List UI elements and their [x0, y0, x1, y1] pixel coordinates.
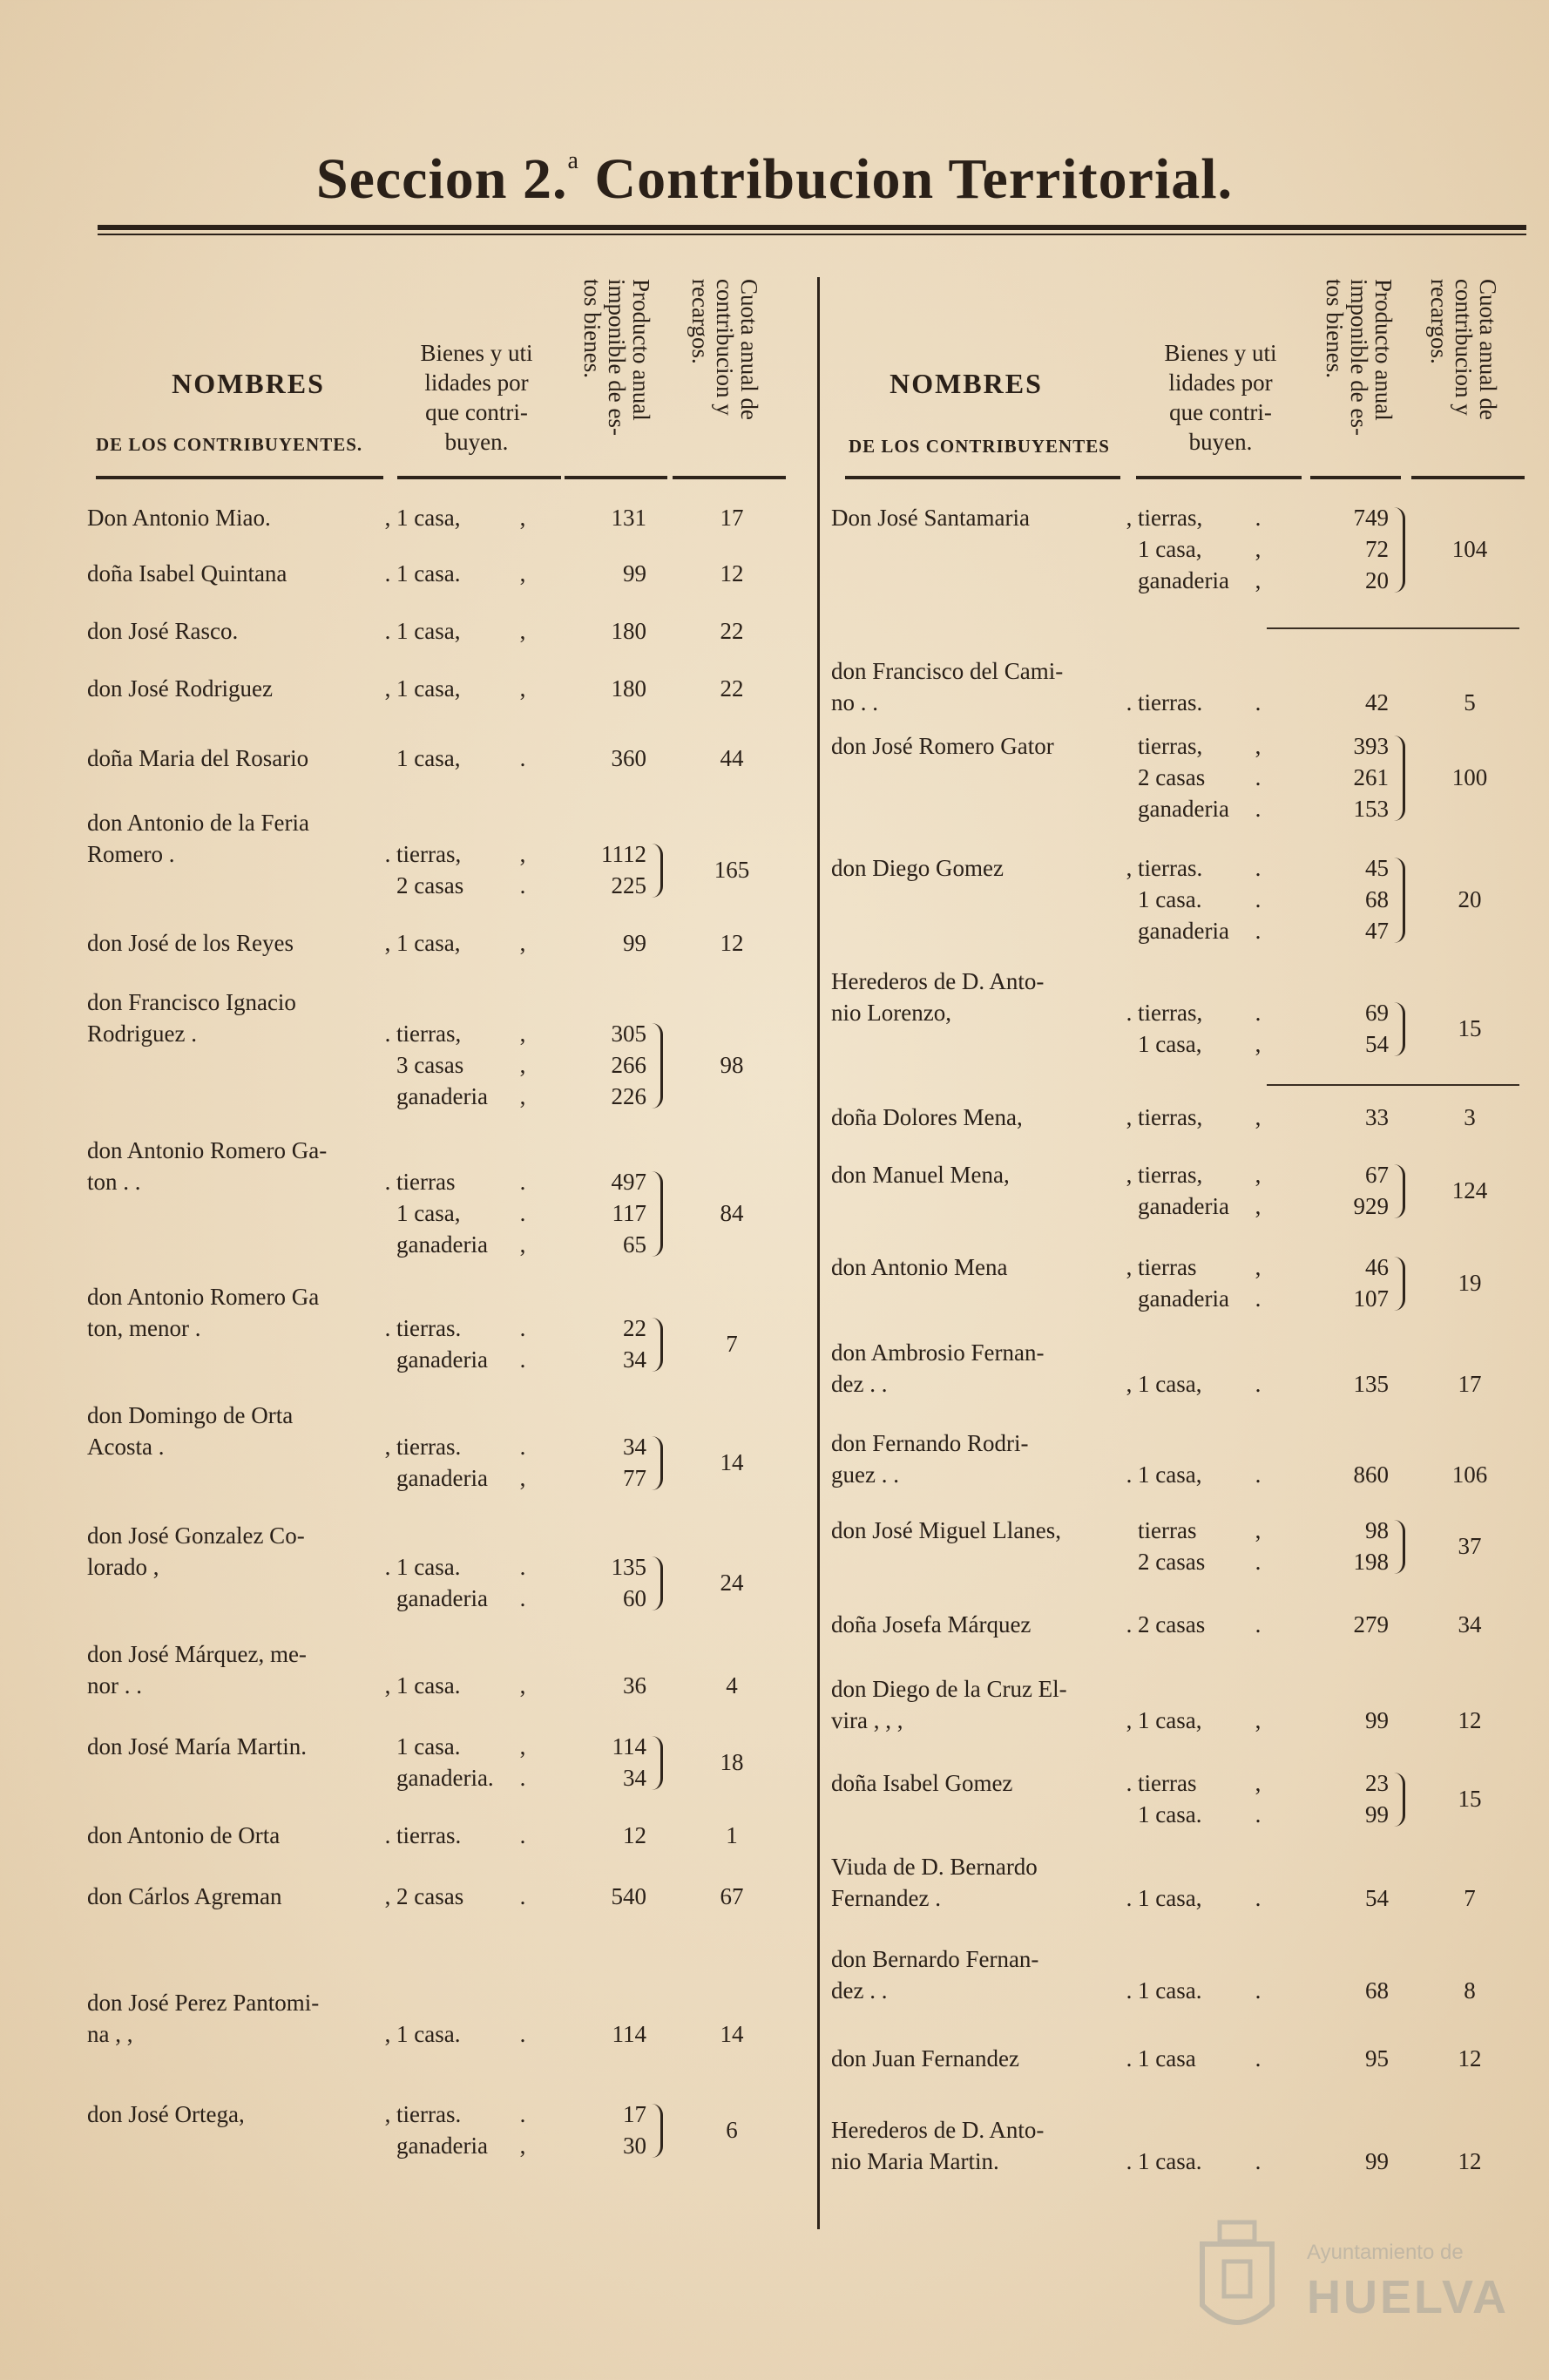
item-marks: . — [519, 745, 526, 771]
name-separator: . — [384, 1822, 391, 1848]
property-items: 1 casa, — [396, 745, 461, 771]
product-values: 114 — [612, 2021, 646, 2047]
property-items: tierras 1 casa, ganaderia — [396, 1169, 488, 1258]
header-rule — [565, 476, 667, 479]
quota-total: 15 — [1458, 1786, 1482, 1812]
quota-total: 3 — [1464, 1104, 1476, 1130]
product-values: 114 34 — [612, 1733, 646, 1791]
item-marks: , — [519, 1672, 526, 1699]
product-values: 540 — [611, 1883, 646, 1909]
property-items: 1 casa. — [396, 2021, 461, 2047]
quota-total: 124 — [1451, 1177, 1488, 1204]
product-values: 860 — [1353, 1461, 1389, 1488]
item-marks: , , , — [519, 1020, 526, 1109]
quota-total: 20 — [1458, 886, 1482, 912]
page-title — [0, 146, 1549, 213]
property-items: 1 casa, — [396, 618, 461, 644]
name-separator: , — [1126, 1254, 1133, 1280]
value-brace — [1394, 1257, 1405, 1311]
item-marks: . , — [519, 2101, 526, 2159]
item-marks: . . — [519, 1554, 526, 1611]
name-separator: . — [1126, 2148, 1133, 2174]
product-values: 54 — [1365, 1885, 1389, 1911]
quota-total: 12 — [720, 560, 744, 587]
property-items: tierras. 1 casa. ganaderia — [1138, 855, 1229, 944]
name-separator: . — [1126, 1885, 1133, 1911]
names-subheader: DE LOS CONTRIBUYENTES. — [96, 434, 363, 455]
value-brace — [1394, 1002, 1405, 1056]
name-separator: , — [384, 505, 391, 531]
product-values: 1112 225 — [601, 841, 646, 898]
contributor-name: don Diego Gomez — [831, 855, 1004, 881]
name-separator: , — [384, 1434, 391, 1460]
item-marks: , . . — [1255, 733, 1262, 822]
contributor-name: don Ambrosio Fernan- dez . . — [831, 1339, 1045, 1397]
property-items: 2 casas — [396, 1883, 464, 1909]
header-rule — [1411, 476, 1525, 479]
quota-total: 44 — [720, 745, 744, 771]
row-divider — [1267, 627, 1519, 629]
property-items: tierras. — [1138, 689, 1203, 715]
row-divider — [1267, 1084, 1519, 1086]
names-header: NOMBRES — [172, 368, 325, 399]
value-brace — [1394, 1773, 1405, 1827]
product-values: 69 54 — [1365, 1000, 1389, 1057]
item-marks: . — [519, 2021, 526, 2047]
item-marks: . — [1255, 1885, 1262, 1911]
item-marks: , — [1255, 1104, 1262, 1130]
quota-total: 19 — [1458, 1270, 1482, 1296]
product-values: 279 — [1353, 1611, 1389, 1638]
huelva-watermark — [1185, 2209, 1533, 2357]
right-table — [831, 277, 1549, 2229]
property-items: 1 casa. — [396, 560, 461, 587]
property-items: 1 casa — [1138, 2045, 1196, 2071]
property-items: tierras. ganaderia — [396, 1315, 488, 1373]
property-items: tierras 2 casas — [1138, 1517, 1206, 1575]
quota-total: 18 — [720, 1749, 744, 1775]
contributor-name: don José de los Reyes — [87, 930, 294, 956]
column-divider — [817, 277, 820, 2229]
product-values: 131 — [611, 505, 646, 531]
contributor-name: don Antonio Romero Ga- ton . . — [87, 1137, 328, 1195]
contributor-name: don Cárlos Agreman — [87, 1883, 282, 1909]
product-values: 749 72 20 — [1353, 505, 1389, 593]
item-marks: . . . — [1255, 855, 1262, 944]
item-marks: . , , — [1255, 505, 1262, 593]
name-separator: , — [384, 1672, 391, 1699]
property-items: 2 casas — [1138, 1611, 1206, 1638]
quota-total: 14 — [720, 2021, 744, 2047]
contributor-name: don José Rodriguez — [87, 675, 273, 702]
item-marks: . — [1255, 2148, 1262, 2174]
title-rest: Contribucion Territorial. — [594, 147, 1234, 211]
product-values: 305 266 226 — [611, 1020, 646, 1109]
product-values: 67 929 — [1353, 1162, 1389, 1219]
cuota-header: Cuota anual de contribucion y recargos. — [687, 279, 762, 420]
item-marks: , , — [1255, 1162, 1262, 1219]
item-marks: , — [519, 505, 526, 531]
property-items: 1 casa, — [1138, 1371, 1202, 1397]
contributor-name: don Domingo de Orta Acosta . — [87, 1402, 294, 1460]
item-marks: . . — [519, 1315, 526, 1373]
item-marks: , . — [1255, 1254, 1262, 1312]
item-marks: , — [519, 560, 526, 587]
contributor-name: doña Isabel Quintana — [87, 560, 287, 587]
property-items: 1 casa. — [1138, 1977, 1202, 2004]
value-brace — [652, 1556, 663, 1610]
property-items: 1 casa, — [396, 675, 461, 702]
contributor-name: don Manuel Mena, — [831, 1162, 1010, 1188]
quota-total: 12 — [1458, 1707, 1482, 1733]
watermark-brand: HUELVA — [1307, 2271, 1509, 2323]
property-items: tierras. — [396, 1822, 462, 1848]
product-values: 68 — [1365, 1977, 1389, 2004]
value-brace — [652, 2104, 663, 2158]
quota-total: 14 — [720, 1449, 744, 1475]
property-items: tierras, ganaderia — [1138, 1162, 1229, 1219]
name-separator: . — [1126, 1611, 1133, 1638]
value-brace — [652, 1436, 663, 1490]
value-brace — [1394, 1520, 1405, 1574]
name-separator: , — [1126, 855, 1133, 881]
coat-of-arms-icon — [1185, 2209, 1289, 2349]
property-items: tierras, 1 casa, ganaderia — [1138, 505, 1229, 593]
contributor-name: don José Márquez, me- nor . . — [87, 1641, 307, 1699]
contributor-name: don José Miguel Llanes, — [831, 1517, 1061, 1543]
contributor-name: don José María Martin. — [87, 1733, 307, 1760]
contributor-name: doña Dolores Mena, — [831, 1104, 1023, 1130]
item-marks: . — [1255, 1461, 1262, 1488]
header-rule — [1310, 476, 1401, 479]
property-items: tierras, 1 casa, — [1138, 1000, 1203, 1057]
product-values: 45 68 47 — [1365, 855, 1389, 944]
name-separator: . — [384, 560, 391, 587]
value-brace — [652, 1318, 663, 1372]
name-separator: . — [1126, 2045, 1133, 2071]
quota-total: 7 — [1464, 1885, 1476, 1911]
value-brace — [652, 1736, 663, 1790]
product-values: 34 77 — [623, 1434, 646, 1491]
item-marks: . — [519, 1883, 526, 1909]
contributor-name: don Francisco del Cami- no . . — [831, 658, 1064, 715]
quota-total: 67 — [720, 1883, 744, 1909]
product-values: 180 — [611, 675, 646, 702]
item-marks: , — [519, 930, 526, 956]
contributor-name: don José Romero Gator — [831, 733, 1054, 759]
quota-total: 12 — [1458, 2148, 1482, 2174]
quota-total: 12 — [720, 930, 744, 956]
product-values: 99 — [623, 930, 646, 956]
item-marks: , . — [519, 841, 526, 898]
property-items: tierras 1 casa. — [1138, 1770, 1202, 1827]
name-separator: . — [1126, 1977, 1133, 2004]
contributor-name: don José Ortega, — [87, 2101, 245, 2127]
product-values: 46 107 — [1353, 1254, 1389, 1312]
value-brace — [652, 1023, 663, 1109]
product-values: 12 — [623, 1822, 646, 1848]
quota-total: 22 — [720, 675, 744, 702]
quota-total: 165 — [714, 857, 750, 883]
contributor-name: don Bernardo Fernan- dez . . — [831, 1946, 1039, 2004]
item-marks: . — [1255, 1371, 1262, 1397]
quota-total: 17 — [720, 505, 744, 531]
bienes-header: Bienes y uti lidades por que contri- buyen. — [420, 340, 533, 455]
producto-header: Producto anual imponible de es- tos bienes. — [1322, 279, 1397, 436]
product-values: 33 — [1365, 1104, 1389, 1130]
property-items: 1 casa. ganaderia — [396, 1554, 488, 1611]
bienes-header: Bienes y uti lidades por que contri- buyen. — [1164, 340, 1277, 455]
product-values: 95 — [1365, 2045, 1389, 2071]
contributor-name: don Antonio Mena — [831, 1254, 1008, 1280]
item-marks: . — [519, 1822, 526, 1848]
quota-total: 34 — [1458, 1611, 1482, 1638]
title-superscript: a — [567, 147, 579, 174]
item-marks: . — [1255, 1611, 1262, 1638]
title-main: Seccion 2. — [315, 147, 568, 211]
name-separator: , — [384, 675, 391, 702]
property-items: tierras. ganaderia — [396, 1434, 488, 1491]
contributor-name: don Juan Fernandez — [831, 2045, 1019, 2071]
product-values: 42 — [1365, 689, 1389, 715]
quota-total: 37 — [1458, 1533, 1482, 1559]
contributor-name: doña Maria del Rosario — [87, 745, 309, 771]
item-marks: , — [1255, 1707, 1262, 1733]
quota-total: 1 — [726, 1822, 738, 1848]
title-rule-thin — [98, 234, 1526, 235]
contributor-name: don José Gonzalez Co- lorado , — [87, 1522, 305, 1580]
name-separator: . — [384, 1554, 391, 1580]
value-brace — [652, 1171, 663, 1257]
quota-total: 104 — [1451, 536, 1488, 562]
item-marks: . , — [1255, 1000, 1262, 1057]
property-items: 1 casa, — [396, 505, 461, 531]
product-values: 99 — [623, 560, 646, 587]
value-brace — [1394, 507, 1405, 593]
product-values: 36 — [623, 1672, 646, 1699]
contributor-name: don José Perez Pantomi- na , , — [87, 1990, 320, 2047]
item-marks: . — [1255, 689, 1262, 715]
property-items: 1 casa, — [1138, 1885, 1202, 1911]
property-items: tierras, — [1138, 1104, 1203, 1130]
header-rule — [1136, 476, 1302, 479]
property-items: 1 casa. ganaderia. — [396, 1733, 494, 1791]
name-separator: , — [1126, 1162, 1133, 1188]
product-values: 99 — [1365, 2148, 1389, 2174]
name-separator: , — [384, 2101, 391, 2127]
contributor-name: don Fernando Rodri- guez . . — [831, 1430, 1029, 1488]
product-values: 360 — [611, 745, 646, 771]
quota-total: 6 — [726, 2117, 738, 2143]
contributor-name: don Diego de la Cruz El- vira , , , — [831, 1676, 1067, 1733]
property-items: tierras, 2 casas ganaderia — [1138, 733, 1229, 822]
item-marks: . , — [519, 1434, 526, 1491]
name-separator: . — [1126, 1000, 1133, 1026]
quota-total: 12 — [1458, 2045, 1482, 2071]
left-table — [87, 277, 810, 2229]
name-separator: , — [384, 1883, 391, 1909]
product-values: 22 34 — [623, 1315, 646, 1373]
contributor-name: don Antonio Romero Ga ton, menor . — [87, 1284, 320, 1341]
contributor-name: Herederos de D. Anto- nio Maria Martin. — [831, 2117, 1045, 2174]
name-separator: , — [1126, 505, 1133, 531]
name-separator: . — [1126, 1770, 1133, 1796]
contributor-name: don José Rasco. — [87, 618, 239, 644]
value-brace — [1394, 1164, 1405, 1218]
product-values: 393 261 153 — [1353, 733, 1389, 822]
quota-total: 17 — [1458, 1371, 1482, 1397]
quota-total: 22 — [720, 618, 744, 644]
name-separator: . — [1126, 689, 1133, 715]
product-values: 497 117 65 — [611, 1169, 646, 1258]
quota-total: 15 — [1458, 1015, 1482, 1041]
item-marks: . — [1255, 1977, 1262, 2004]
quota-total: 8 — [1464, 1977, 1476, 2004]
quota-total: 7 — [726, 1331, 738, 1357]
value-brace — [1394, 858, 1405, 943]
contributor-name: don Antonio de Orta — [87, 1822, 281, 1848]
quota-total: 5 — [1464, 689, 1476, 715]
name-separator: , — [1126, 1371, 1133, 1397]
property-items: 1 casa, — [1138, 1707, 1202, 1733]
quota-total: 100 — [1451, 764, 1488, 790]
contributor-name: don Antonio de la Feria Romero . — [87, 810, 309, 867]
name-separator: . — [384, 618, 391, 644]
item-marks: , . — [1255, 1517, 1262, 1575]
product-values: 17 30 — [623, 2101, 646, 2159]
item-marks: . — [1255, 2045, 1262, 2071]
property-items: 1 casa, — [1138, 1461, 1202, 1488]
quota-total: 106 — [1451, 1461, 1488, 1488]
header-rule — [845, 476, 1120, 479]
item-marks: , — [519, 618, 526, 644]
quota-total: 98 — [720, 1052, 744, 1078]
property-items: tierras, 3 casas ganaderia — [396, 1020, 488, 1109]
name-separator: . — [384, 1169, 391, 1195]
name-separator: , — [1126, 1104, 1133, 1130]
property-items: 1 casa, — [396, 930, 461, 956]
name-separator: , — [384, 930, 391, 956]
product-values: 23 99 — [1365, 1770, 1389, 1827]
property-items: tierras, 2 casas — [396, 841, 464, 898]
name-separator: . — [384, 841, 391, 867]
product-values: 135 60 — [611, 1554, 646, 1611]
producto-header: Producto anual imponible de es- tos bienes. — [579, 279, 654, 436]
property-items: 1 casa. — [396, 1672, 461, 1699]
product-values: 99 — [1365, 1707, 1389, 1733]
title-rule — [98, 225, 1526, 230]
property-items: tierras. ganaderia — [396, 2101, 488, 2159]
header-rule — [96, 476, 383, 479]
quota-total: 24 — [720, 1570, 744, 1596]
quota-total: 84 — [720, 1200, 744, 1226]
contributor-name: Viuda de D. Bernardo Fernandez . — [831, 1854, 1038, 1911]
contributor-name: doña Isabel Gomez — [831, 1770, 1013, 1796]
item-marks: , . — [519, 1733, 526, 1791]
item-marks: . . , — [519, 1169, 526, 1258]
name-separator: , — [1126, 1707, 1133, 1733]
property-items: 1 casa. — [1138, 2148, 1202, 2174]
names-subheader: DE LOS CONTRIBUYENTES — [849, 436, 1110, 457]
product-values: 180 — [611, 618, 646, 644]
value-brace — [652, 844, 663, 898]
item-marks: , — [519, 675, 526, 702]
item-marks: , . — [1255, 1770, 1262, 1827]
product-values: 135 — [1353, 1371, 1389, 1397]
header-rule — [397, 476, 561, 479]
contributor-name: doña Josefa Márquez — [831, 1611, 1032, 1638]
contributor-name: Don José Santamaria — [831, 505, 1030, 531]
contributor-name: don Francisco Ignacio Rodriguez . — [87, 989, 296, 1047]
name-separator: . — [1126, 1461, 1133, 1488]
name-separator: . — [384, 1315, 391, 1341]
names-header: NOMBRES — [889, 368, 1043, 399]
watermark-org: Ayuntamiento de — [1307, 2241, 1464, 2264]
contributor-name: Herederos de D. Anto- nio Lorenzo, — [831, 968, 1045, 1026]
quota-total: 4 — [726, 1672, 738, 1699]
cuota-header: Cuota anual de contribucion y recargos. — [1426, 279, 1501, 420]
property-items: tierras ganaderia — [1138, 1254, 1229, 1312]
header-rule — [673, 476, 786, 479]
value-brace — [1394, 736, 1405, 821]
name-separator: , — [384, 2021, 391, 2047]
product-values: 98 198 — [1353, 1517, 1389, 1575]
contributor-name: Don Antonio Miao. — [87, 505, 271, 531]
name-separator: . — [384, 1020, 391, 1047]
